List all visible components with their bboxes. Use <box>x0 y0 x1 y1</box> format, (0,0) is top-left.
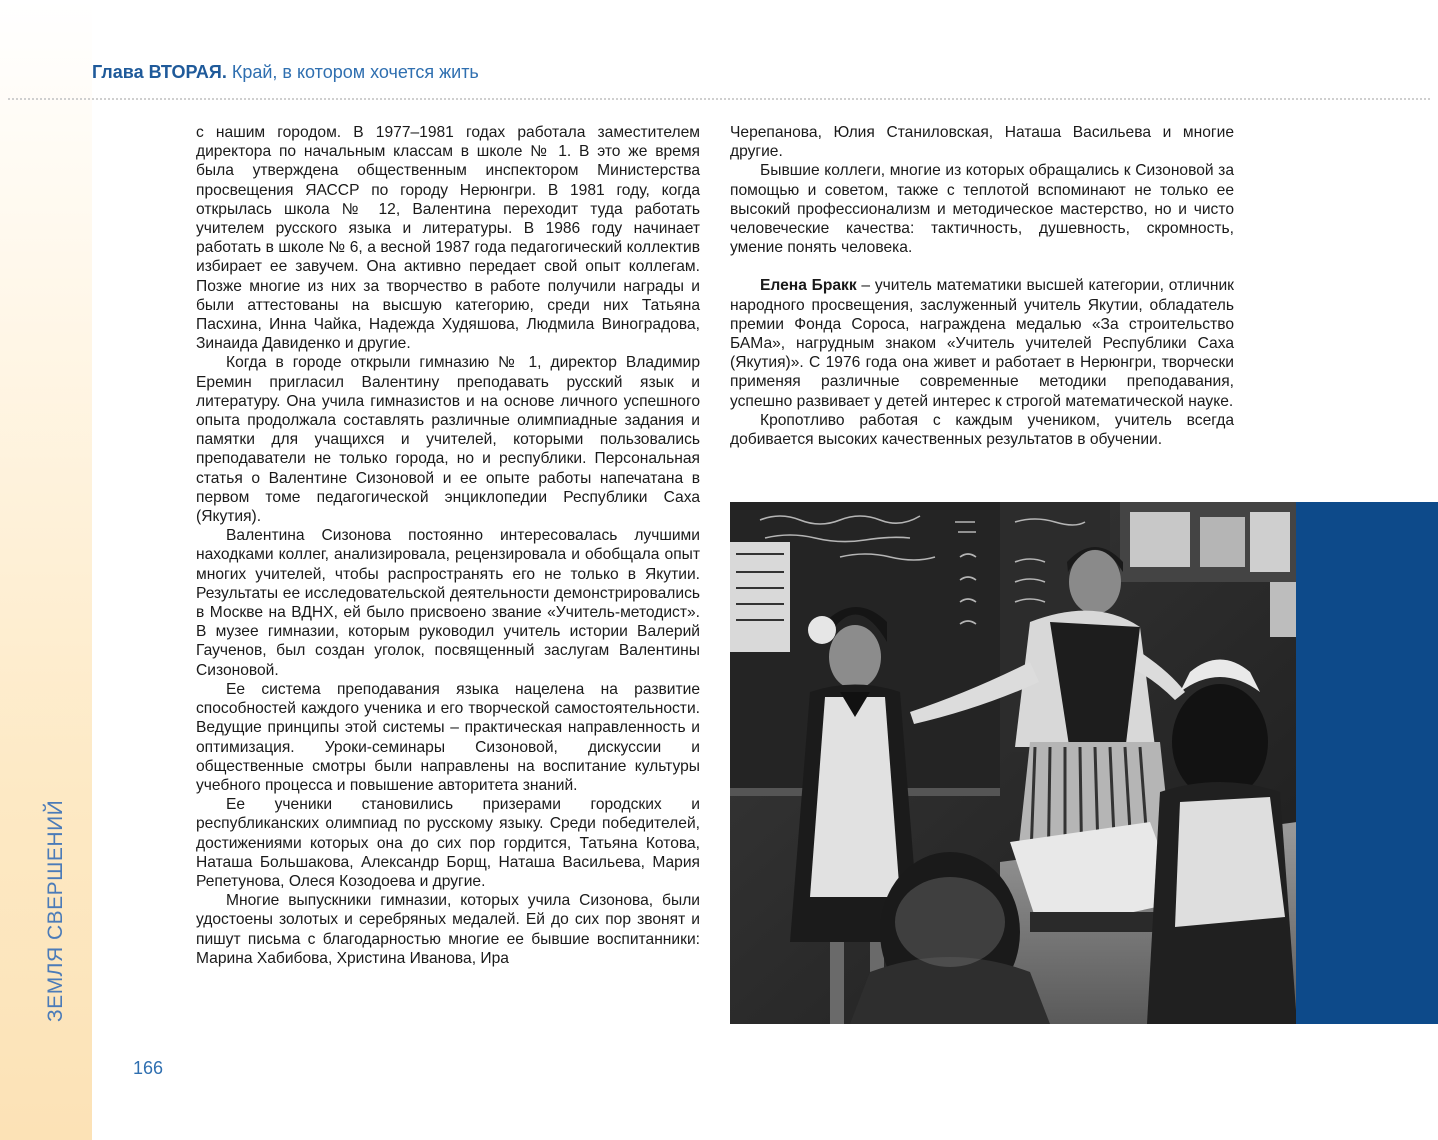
chapter-label: Глава ВТОРАЯ. <box>92 62 227 82</box>
left-text-column <box>196 123 700 968</box>
paragraph: с нашим городом. В 1977–1981 годах работала заместителем директора по начальным классам в школе № 1. В это же время была утверждена общественным инспектором Министерства просвещения ЯАССР по городу Нерюнгри. В 1981 году, когда открылась школа № 12, Валентина переходит туда работать учителем русского языка и литературы. В 1986 году начинает работать в школе № 6, а весной 1987 года педагогический коллектив избирает ее завучем. Она активно передает свой опыт коллегам. Позже многие из них за творчество в работе получили награды и были аттестованы на высшую категорию, среди них Татьяна Пасхина, Инна Чайка, Надежда Худяшова, Людмила Виноградова, Зинаида Давиденко и другие. <box>196 124 700 353</box>
paragraph: Когда в городе открыли гимназию № 1, директор Владимир Еремин пригласил Валентину преподавать русский язык и литературу. Она учила гимназистов и на основе личного успешного опыта продолжала составлять различные олимпиадные задания и памятки для учащихся и учителей, которыми пользовались преподаватели не только города, но и республики. Персональная статья о Валентине Сизоновой и ее опыте работы напечатана в первом томе педагогической энциклопедии Республики Саха (Якутия). <box>196 354 700 526</box>
header-divider <box>8 98 1430 100</box>
vertical-book-title: ЗЕМЛЯ СВЕРШЕНИЙ <box>44 799 67 1022</box>
paragraph: Бывшие коллеги, многие из которых обращались к Сизоновой за помощью и советом, также с теплотой вспоминают не только ее высокий профессионализм и методическое мастерство, но и чисто человеческие качества: тактичность, душевность, скромность, умение понять человека. <box>730 162 1234 257</box>
chapter-header <box>92 62 479 83</box>
classroom-photo <box>730 502 1297 1024</box>
decorative-blue-block <box>1296 502 1438 1024</box>
page-number: 166 <box>133 1058 164 1078</box>
chapter-subtitle: Край, в котором хочется жить <box>226 62 479 82</box>
paragraph: Кропотливо работая с каждым учеником, учитель всегда добивается высоких качественных результатов в обучении. <box>730 411 1234 449</box>
paragraph-text: – учитель математики высшей категории, отличник народного просвещения, заслуженный учитель Якутии, обладатель премии Фонда Сороса, награждена медалью «За строительство БАМа», нагрудным знаком «Учитель учителей Республики Саха (Якутия)». С 1976 года она живет и работает в Нерюнгри, творчески применяя различные современные методики преподавания, успешно развивает у детей интерес к строгой математической науке. <box>730 277 1234 410</box>
paragraph: Валентина Сизонова постоянно интересовалась лучшими находками коллег, анализировала, рецензировала и обобщала опыт многих учителей, чтобы распространять его не только в Якутии. Результаты ее исследовательской деятельности демонстрировались в Москве на ВДНХ, ей было присвоено звание «Учитель-методист». В музее гимназии, которым руководил учитель истории Валерий Гаученов, был создан уголок, посвященный заслугам Валентины Сизоновой. <box>196 527 700 679</box>
paragraph: Черепанова, Юлия Станиловская, Наташа Васильева и многие другие. <box>730 124 1234 161</box>
right-text-column <box>730 123 1234 449</box>
paragraph: Ее система преподавания языка нацелена на развитие способностей каждого ученика и его творческой самостоятельности. Ведущие принципы этой системы – практическая направленность и оптимизация. Уроки-семинары Сизоновой, дискуссии и общественные смотры были направлены на воспитание культуры учебного процесса и повышение авторитета знаний. <box>196 680 700 794</box>
paragraph: Ее ученики становились призерами городских и республиканских олимпиад по русскому языку. Среди победителей, достижениями которых она до сих пор гордится, Татьяна Котова, Наташа Большакова, Александр Борщ, Наташа Васильева, Мария Репетунова, Олеся Козодоева и другие. <box>196 796 700 890</box>
paragraph: Многие выпускники гимназии, которых учила Сизонова, были удостоены золотых и серебряных медалей. Ей до сих пор звонят и пишут письма с благодарностью многие ее бывшие воспитанники: Марина Хабибова, Христина Иванова, Ира <box>196 892 700 967</box>
paragraph <box>730 276 1234 410</box>
person-name: Елена Бракк <box>760 277 857 295</box>
